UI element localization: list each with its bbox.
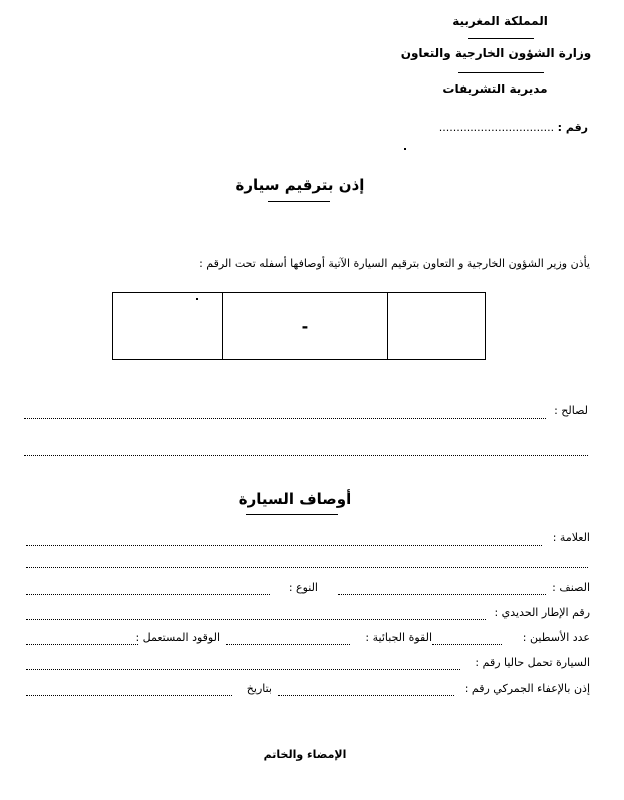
- fiscal-power-label: القوة الجبائية :: [365, 631, 432, 644]
- customs-exemption-dots: [278, 695, 454, 696]
- section-title: أوصاف السيارة: [238, 490, 352, 508]
- plate-cell-right: [388, 293, 485, 359]
- beneficiary-dots-1: [24, 418, 546, 419]
- header-divider-1: [468, 38, 534, 39]
- beneficiary-dots-2: [24, 455, 588, 456]
- section-title-underline: [246, 514, 338, 515]
- intro-paragraph: يأذن وزير الشؤون الخارجية و التعاون بترقيم السيارة الآتية أوصافها أسفله تحت الرقم :: [199, 257, 590, 270]
- reference-number: [439, 121, 588, 134]
- title-underline: [268, 201, 330, 202]
- document-title: إذن بترقيم سيارة: [235, 176, 365, 194]
- customs-exemption-label: إذن بالإعفاء الجمركي رقم :: [464, 682, 590, 695]
- plate-number-box: [112, 292, 486, 360]
- chassis-label: رقم الإطار الحديدي :: [494, 606, 590, 619]
- fiscal-power-dots: [226, 644, 350, 645]
- fuel-label: الوقود المستعمل :: [135, 631, 220, 644]
- chassis-dots: [26, 619, 486, 620]
- current-number-dots: [26, 669, 460, 670]
- cylinders-dots: [432, 644, 502, 645]
- brand-label: العلامة :: [552, 531, 590, 544]
- speck: [196, 298, 198, 300]
- directorate-header: مديرية التشريفات: [442, 82, 548, 96]
- header-divider-2: [458, 72, 544, 73]
- type-dots: [26, 594, 270, 595]
- plate-cell-middle: -: [222, 293, 387, 359]
- number-dots: .................................: [438, 121, 555, 134]
- fuel-dots: [26, 644, 138, 645]
- ministry-header: وزارة الشؤون الخارجية والتعاون: [400, 46, 592, 60]
- cylinders-label: عدد الأسطين :: [522, 631, 590, 644]
- category-label: الصنف :: [552, 581, 590, 594]
- type-label: النوع :: [288, 581, 318, 594]
- category-dots: [338, 594, 546, 595]
- beneficiary-label: لصالح :: [554, 404, 588, 417]
- brand-dots-2: [26, 567, 588, 568]
- date-dots: [26, 695, 232, 696]
- brand-dots: [26, 545, 542, 546]
- plate-cell-left: [113, 293, 222, 359]
- date-label: بتاريخ: [246, 682, 272, 695]
- current-number-label: السيارة تحمل حاليا رقم :: [475, 656, 590, 669]
- kingdom-header: المملكة المغربية: [452, 14, 548, 28]
- signature-stamp-label: الإمضاء والخاتم: [263, 748, 347, 761]
- speck: [404, 148, 406, 150]
- number-label: رقم :: [557, 121, 588, 134]
